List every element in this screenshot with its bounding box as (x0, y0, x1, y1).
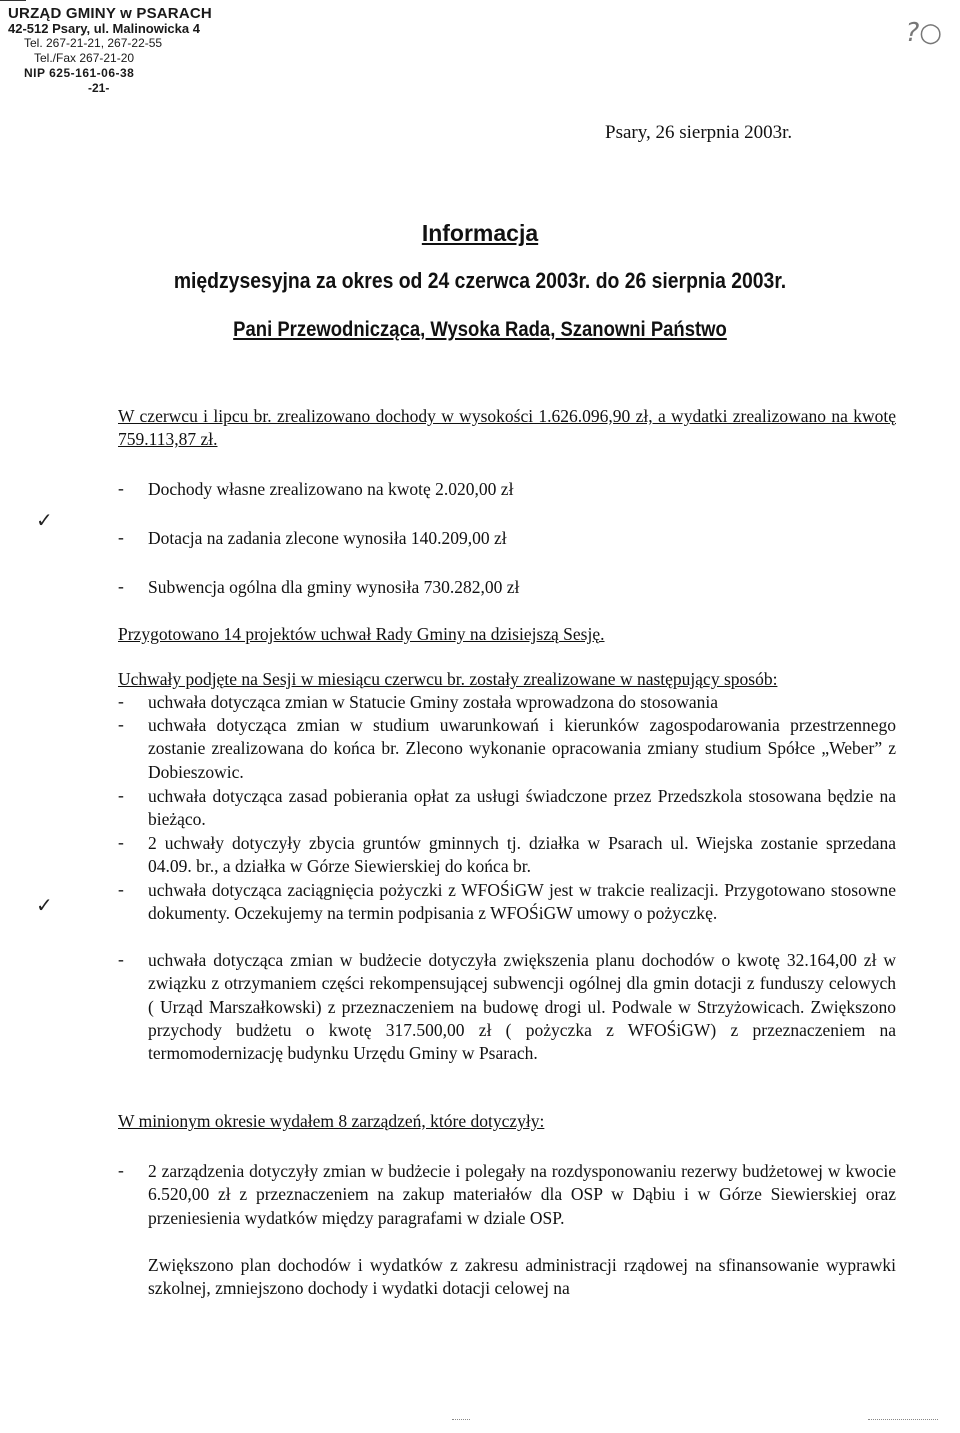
salutation: Pani Przewodnicząca, Wysoka Rada, Szanowni Państwo (233, 318, 727, 341)
resolution-item: uchwała dotycząca zasad pobierania opłat za usługi świadczone przez Przedszkola stosowana będzie na bieżąco. (148, 786, 896, 830)
finance-item: Dotacja na zadania zlecone wynosiła 140.209,00 zł (148, 528, 507, 548)
dash: - (118, 785, 124, 805)
dash: - (118, 478, 124, 498)
orders-heading: W minionym okresie wydałem 8 zarządzeń, które dotyczyły: (118, 1111, 545, 1131)
dash: - (118, 832, 124, 852)
dash: - (118, 527, 124, 547)
bottom-scan-artifact (452, 1419, 470, 1421)
document-date: Psary, 26 sierpnia 2003r. (605, 122, 793, 143)
dash: - (118, 714, 124, 734)
stamp-number: -21- (88, 81, 110, 95)
stamp-address: 42-512 Psary, ul. Malinowicka 4 (8, 21, 200, 36)
dash: - (118, 879, 124, 899)
order-item: 2 zarządzenia dotyczyły zmian w budżecie i polegały na rozdysponowaniu rezerwy budżetowej w kwocie 6.520,00 zł z przeznaczeniem na zakup materiałów dla OSP w Dąbiu i w Górze Siewierskiej oraz przeniesienia wydatków między paragrafami w dziale OSP. (148, 1161, 896, 1228)
finance-item: Dochody własne zrealizowano na kwotę 2.020,00 zł (148, 479, 514, 499)
order-item-continued: Zwiększono plan dochodów i wydatków z zakresu administracji rządowej na sfinansowanie wyprawki szkolnej, zmniejszono dochody i wydatki dotacji celowej na (148, 1255, 896, 1299)
stamp-office-name: URZĄD GMINY w PSARACH (8, 5, 212, 22)
margin-check-mark: ✓ (36, 895, 53, 917)
margin-check-mark: ✓ (36, 510, 53, 532)
bottom-scan-artifact (868, 1419, 938, 1421)
resolution-item: uchwała dotycząca zmian w budżecie dotyczyła zwiększenia planu dochodów o kwotę 32.164,00 zł w związku z otrzymaniem części rekompensującej subwencji ogólnej dla gmin dotacji z funduszy celowych ( Urząd Marszałkowski) z przeznaczeniem na budowę drogi ul. Podwale w Strzyżowicach. Zwiększono przychody budżetu o kwotę 317.500,00 zł ( pożyczka z WFOŚiGW) z przeznaczeniem na termomodernizację budynku Urzędu Gminy w Psarach. (148, 950, 896, 1064)
stamp-nip: NIP 625-161-06-38 (24, 66, 135, 80)
resolutions-heading: Uchwały podjęte na Sesji w miesiącu czerwcu br. zostały zrealizowane w następujący sposób: (118, 669, 778, 689)
resolution-item: uchwała dotycząca zmian w studium uwarunkowań i kierunków zagospodarowania przestrzennego zostanie zrealizowana do końca br. Zlecono wykonanie opracowania zmiany studium Spółce „Weber” z Dobieszowic. (148, 715, 896, 782)
corner-mark (0, 0, 26, 1)
stamp-fax: Tel./Fax 267-21-20 (34, 51, 135, 65)
office-stamp (8, 6, 248, 96)
dash: - (118, 949, 124, 969)
projects-paragraph: Przygotowano 14 projektów uchwał Rady Gminy na dzisiejszą Sesję. (118, 624, 605, 644)
dash: - (118, 576, 124, 596)
dash: - (118, 691, 124, 711)
resolution-item: uchwała dotycząca zaciągnięcia pożyczki z WFOŚiGW jest w trakcie realizacji. Przygotowano stosowne dokumenty. Oczekujemy na termin podpisania z WFOŚiGW umowy o pożyczkę. (148, 880, 896, 924)
document-title: Informacja (421, 220, 539, 246)
resolution-item: 2 uchwały dotyczyły zbycia gruntów gminnych tj. działka w Psarach ul. Wiejska zostanie sprzedana 04.09. br., a działka w Górze Siewierskiej do końca br. (148, 833, 896, 877)
document-subtitle: międzysesyjna za okres od 24 czerwca 2003r. do 26 sierpnia 2003r. (173, 268, 787, 293)
resolution-item: uchwała dotycząca zmian w Statucie Gminy została wprowadzona do stosowania (148, 692, 719, 712)
stamp-phone: Tel. 267-21-21, 267-22-55 (24, 36, 163, 50)
dash: - (118, 1160, 124, 1180)
intro-paragraph: W czerwcu i lipcu br. zrealizowano dochody w wysokości 1.626.096,90 zł, a wydatki zrealizowano na kwotę 759.113,87 zł. (118, 406, 896, 449)
page-number-mark: ?○ (905, 18, 942, 48)
finance-item: Subwencja ogólna dla gminy wynosiła 730.282,00 zł (148, 577, 520, 597)
